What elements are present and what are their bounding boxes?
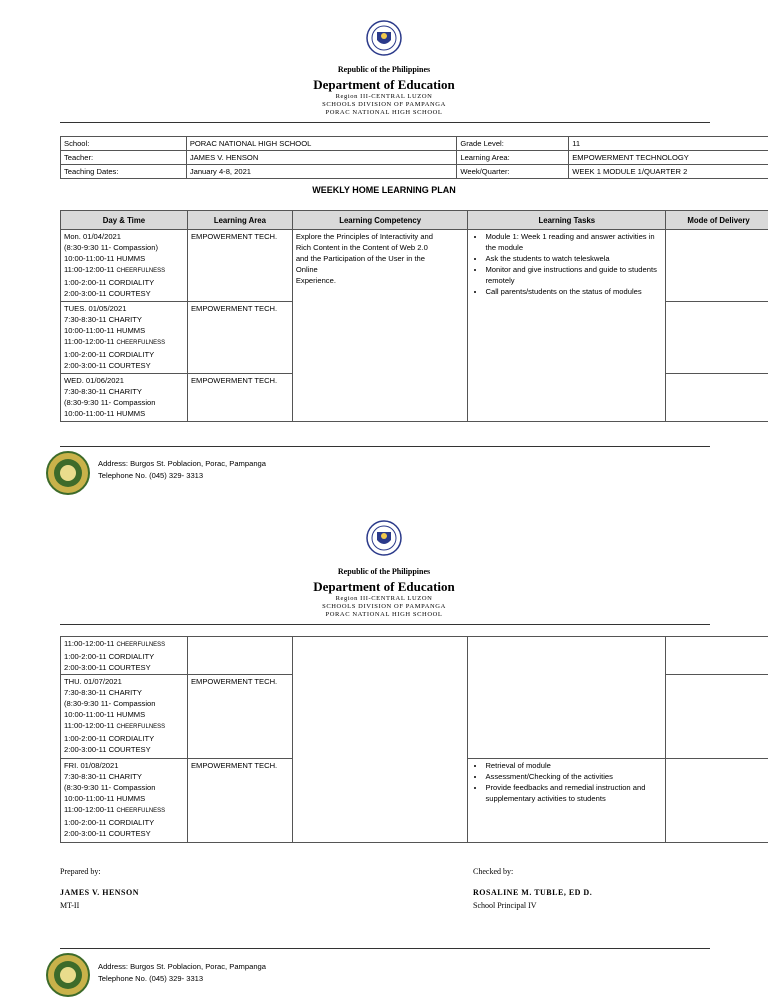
col-competency: Learning Competency <box>292 211 468 230</box>
dates-label: Teaching Dates: <box>61 165 187 179</box>
footer-address: Address: Burgos St. Poblacion, Porac, Pampanga <box>98 962 267 971</box>
week-label: Week/Quarter: <box>457 165 569 179</box>
division-text: SCHOOLS DIVISION OF PAMPANGA <box>322 101 446 108</box>
learning-area-cell: EMPOWERMENT TECH. <box>187 302 292 374</box>
table-row <box>61 230 768 302</box>
tasks-cell <box>468 759 666 843</box>
tasks-cell <box>468 637 666 759</box>
teacher-value: JAMES V. HENSON <box>186 151 457 165</box>
region-text: Region III-CENTRAL LUZON <box>335 595 433 602</box>
tasks-cell <box>468 230 666 422</box>
delivery-cell <box>666 637 768 675</box>
checked-name: ROSALINE M. TUBLE, ED D. <box>473 888 593 897</box>
footer-divider <box>60 948 710 949</box>
table-row <box>61 151 768 165</box>
republic-text: Republic of the Philippines <box>337 65 431 74</box>
col-day: Day & Time <box>61 211 188 230</box>
department-title: Department of Education <box>313 77 455 92</box>
delivery-cell <box>666 759 768 843</box>
competency-cell <box>292 637 468 843</box>
week-value: WEEK 1 MODULE 1/QUARTER 2 <box>569 165 768 179</box>
checked-title: School Principal IV <box>473 901 537 910</box>
republic-text: Republic of the Philippines <box>337 567 431 576</box>
department-title: Department of Education <box>313 579 455 594</box>
school-text: PORAC NATIONAL HIGH SCHOOL <box>325 109 443 116</box>
learning-area-cell <box>187 637 292 675</box>
school-text: PORAC NATIONAL HIGH SCHOOL <box>325 611 443 618</box>
info-table <box>60 136 768 179</box>
deped-seal-icon <box>366 20 402 56</box>
list-item: • Assessment/Checking of the activities <box>485 771 662 782</box>
day-thursday: THU. 01/07/2021 7:30-8:30-11 CHARITY (8:30-9:30 11- Compassion 10:00-11:00-11 HUMMS 11:00-12:00-11 CHEERFULNESS 1:00-2:00-11 CORDIALITY 2:00-3:00-11 COURTESY <box>61 675 188 759</box>
list-item: • Module 1: Week 1 reading and answer activities in the module <box>485 231 662 253</box>
teacher-label: Teacher: <box>61 151 187 165</box>
school-label: School: <box>61 137 187 151</box>
delivery-cell <box>666 302 768 374</box>
area-value: EMPOWERMENT TECHNOLOGY <box>569 151 768 165</box>
grade-value: 11 <box>569 137 768 151</box>
col-delivery: Mode of Delivery <box>666 211 768 230</box>
col-tasks: Learning Tasks <box>468 211 666 230</box>
table-row <box>61 165 768 179</box>
region-text: Region III-CENTRAL LUZON <box>335 93 433 100</box>
plan-title: WEEKLY HOME LEARNING PLAN <box>312 185 456 195</box>
school-value: PORAC NATIONAL HIGH SCHOOL <box>186 137 457 151</box>
delivery-cell <box>666 675 768 759</box>
day-tuesday: TUES. 01/05/2021 7:30-8:30-11 CHARITY 10:00-11:00-11 HUMMS 11:00-12:00-11 CHEERFULNESS 1:00-2:00-11 CORDIALITY 2:00-3:00-11 COURTESY <box>61 302 188 374</box>
col-area: Learning Area <box>187 211 292 230</box>
header-divider <box>60 624 710 625</box>
list-item: • Provide feedbacks and remedial instruction and supplementary activities to students <box>485 782 662 804</box>
table-row <box>61 137 768 151</box>
list-item: • Call parents/students on the status of modules <box>485 286 662 297</box>
school-logo-icon <box>46 953 90 997</box>
prepared-title: MT-II <box>60 901 80 910</box>
day-wednesday-continued: 11:00-12:00-11 CHEERFULNESS 1:00-2:00-11 CORDIALITY 2:00-3:00-11 COURTESY <box>61 637 188 675</box>
deped-seal-icon <box>366 520 402 556</box>
prepared-name: JAMES V. HENSON <box>60 888 139 897</box>
footer-phone: Telephone No. (045) 329- 3313 <box>98 471 204 480</box>
day-wednesday: WED. 01/06/2021 7:30-8:30-11 CHARITY (8:30-9:30 11- Compassion 10:00-11:00-11 HUMMS <box>61 374 188 422</box>
footer-phone: Telephone No. (045) 329- 3313 <box>98 974 204 983</box>
delivery-cell <box>666 374 768 422</box>
list-item: • Monitor and give instructions and guide to students remotely <box>485 264 662 286</box>
checked-label: Checked by: <box>473 867 514 876</box>
list-item: • Ask the students to watch teleskwela <box>485 253 662 264</box>
competency-cell: Explore the Principles of Interactivity and Rich Content in the Content of Web 2.0 and the Participation of the User in the Online Experience. <box>292 230 468 422</box>
school-logo-icon <box>46 451 90 495</box>
learning-area-cell: EMPOWERMENT TECH. <box>187 675 292 759</box>
table-row <box>61 637 768 675</box>
plan-table <box>60 210 768 422</box>
dates-value: January 4-8, 2021 <box>186 165 457 179</box>
list-item: • Retrieval of module <box>485 760 662 771</box>
footer-address: Address: Burgos St. Poblacion, Porac, Pampanga <box>98 459 267 468</box>
header-divider <box>60 122 710 123</box>
learning-area-cell: EMPOWERMENT TECH. <box>187 230 292 302</box>
prepared-label: Prepared by: <box>60 867 101 876</box>
table-header-row <box>61 211 768 230</box>
plan-table-continued <box>60 636 768 843</box>
division-text: SCHOOLS DIVISION OF PAMPANGA <box>322 603 446 610</box>
day-monday: Mon. 01/04/2021 (8:30-9:30 11- Compassion) 10:00-11:00-11 HUMMS 11:00-12:00-11 CHEERFULNESS 1:00-2:00-11 CORDIALITY 2:00-3:00-11 COURTESY <box>61 230 188 302</box>
grade-label: Grade Level: <box>457 137 569 151</box>
area-label: Learning Area: <box>457 151 569 165</box>
learning-area-cell: EMPOWERMENT TECH. <box>187 374 292 422</box>
learning-area-cell: EMPOWERMENT TECH. <box>187 759 292 843</box>
day-friday: FRI. 01/08/2021 7:30-8:30-11 CHARITY (8:30-9:30 11- Compassion 10:00-11:00-11 HUMMS 11:00-12:00-11 CHEERFULNESS 1:00-2:00-11 CORDIALITY 2:00-3:00-11 COURTESY <box>61 759 188 843</box>
footer-divider <box>60 446 710 447</box>
delivery-cell <box>666 230 768 302</box>
